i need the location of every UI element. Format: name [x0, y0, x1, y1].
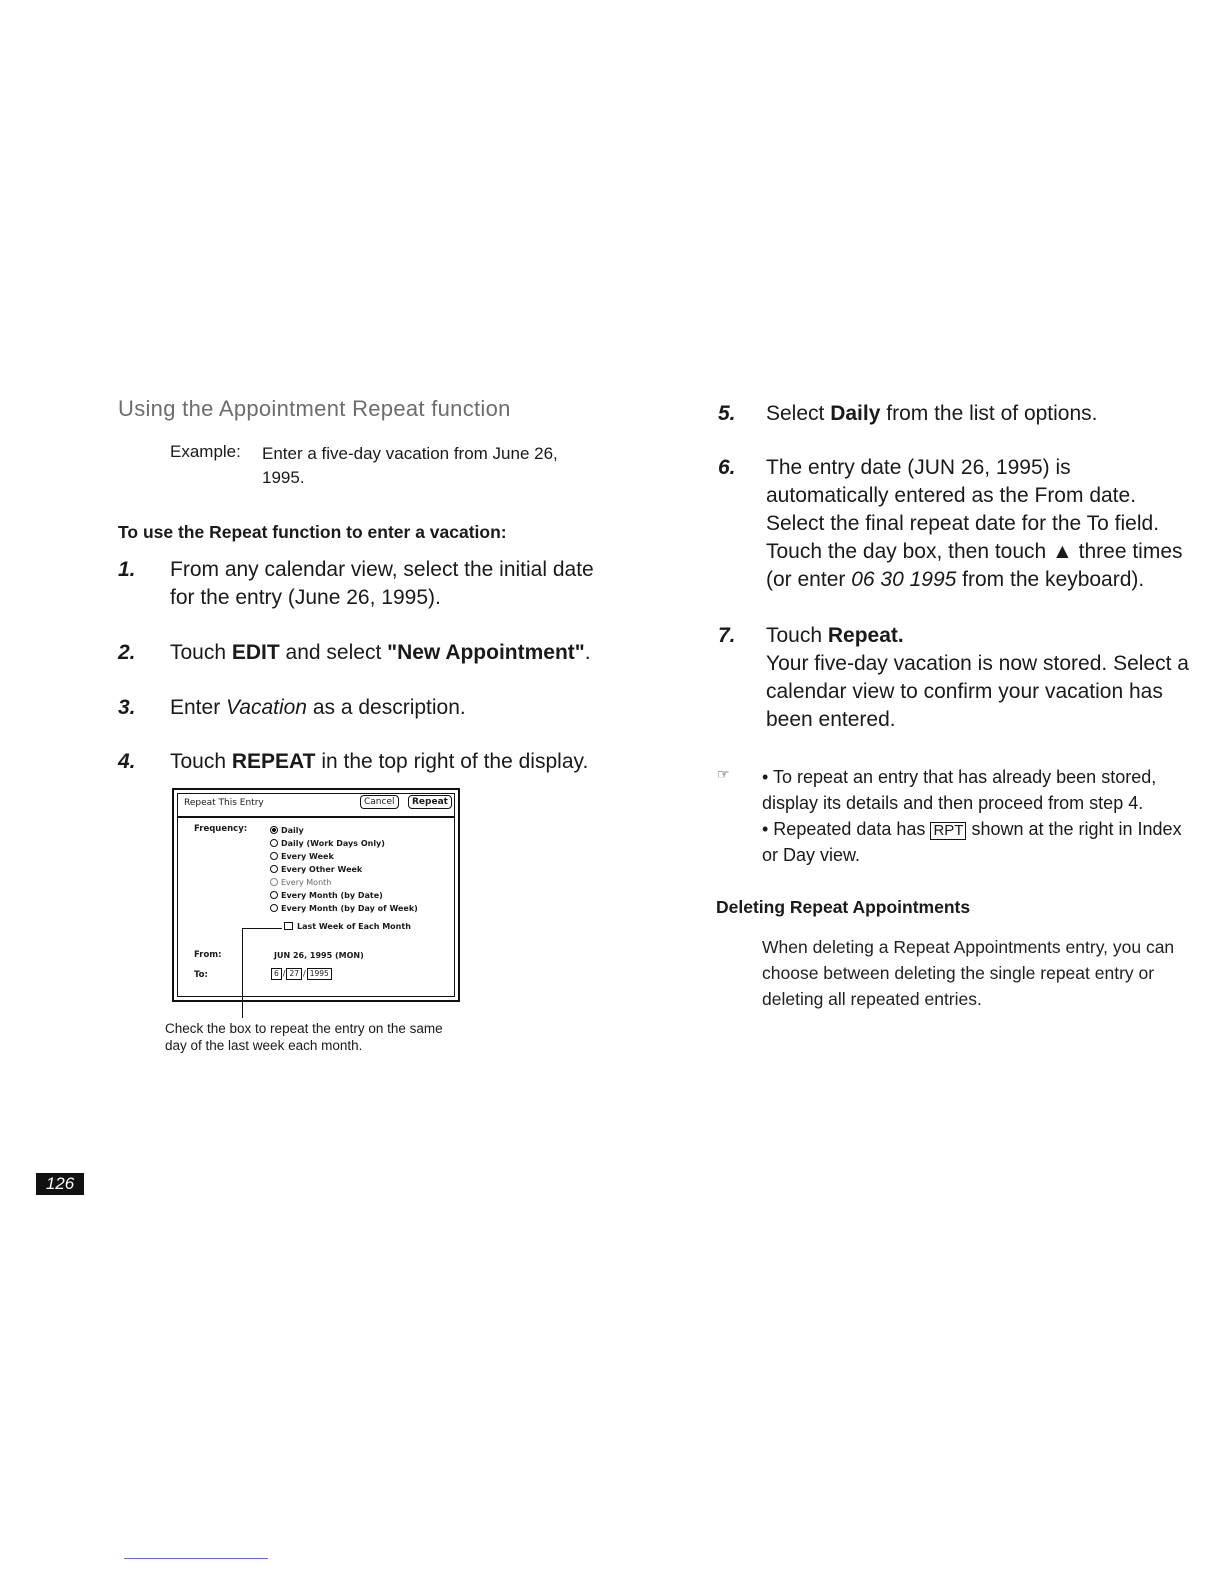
option-every-month[interactable] — [270, 878, 331, 887]
last-week-label: Last Week of Each Month — [297, 922, 411, 931]
step-4-text — [170, 748, 630, 776]
option-every-month-by-day-of-week[interactable] — [270, 904, 418, 913]
radio-icon — [270, 839, 278, 847]
step-2-edit: EDIT — [231, 641, 280, 664]
option-daily[interactable] — [270, 826, 304, 835]
step-6-post: from the keyboard). — [956, 568, 1145, 591]
example-text — [262, 442, 612, 490]
checkbox-icon — [284, 922, 293, 930]
step-5-pre: Select — [766, 402, 831, 425]
option-daily-work-days[interactable] — [270, 839, 385, 848]
step-3-vacation: Vacation — [226, 696, 307, 719]
to-date-fields: 6 / 27 / 1995 — [270, 968, 333, 980]
option-every-month-by-date-label: Every Month (by Date) — [281, 891, 383, 900]
step-6-text — [766, 454, 1196, 594]
option-every-other-week[interactable] — [270, 865, 362, 874]
radio-icon — [270, 891, 278, 899]
step-7-repeat: Repeat. — [827, 624, 904, 647]
section-title: Using the Appointment Repeat function — [118, 396, 511, 421]
from-label: From: — [194, 950, 222, 960]
deleting-heading: Deleting Repeat Appointments — [716, 897, 971, 917]
step-5-text — [766, 400, 1206, 428]
rpt-badge: RPT — [930, 822, 966, 840]
radio-icon — [270, 878, 278, 886]
repeat-entry-dialog — [172, 788, 460, 1002]
radio-icon — [270, 904, 278, 912]
to-year-box[interactable]: 1995 — [307, 968, 332, 980]
step-5-number: 5. — [718, 402, 736, 425]
pointing-hand-icon: ☞ — [717, 766, 730, 782]
step-4-number: 4. — [118, 750, 136, 773]
option-daily-work-days-label: Daily (Work Days Only) — [281, 839, 385, 848]
step-2-number: 2. — [118, 641, 136, 664]
last-week-checkbox[interactable] — [284, 922, 411, 931]
step-1-number: 1. — [118, 558, 136, 581]
subheading: To use the Repeat function to enter a vacation: — [118, 522, 507, 542]
step-7-pre: Touch — [766, 624, 828, 647]
step-4-pre: Touch — [170, 750, 232, 773]
step-7-line-2: Your five-day vacation is now stored. Select a calendar view to confirm your vacation has been entered. — [766, 652, 1189, 731]
page-number: 126 — [36, 1173, 84, 1195]
step-2-text — [170, 639, 630, 667]
footer-rule — [124, 1558, 268, 1559]
step-2-pre: Touch — [170, 641, 232, 664]
step-7-text — [766, 622, 1206, 734]
figure-caption: Check the box to repeat the entry on the same day of the last week each month. — [165, 1021, 443, 1053]
from-value: JUN 26, 1995 (MON) — [274, 951, 364, 960]
note-1: • To repeat an entry that has already been stored, display its details and then proceed from step 4. — [762, 767, 1157, 813]
to-day-box[interactable]: 27 — [286, 968, 302, 980]
callout-line-horizontal — [242, 928, 282, 929]
dialog-title: Repeat This Entry — [184, 798, 264, 808]
step-5-post: from the list of options. — [880, 402, 1098, 425]
step-4-post: in the top right of the display. — [315, 750, 589, 773]
step-6-number: 6. — [718, 456, 736, 479]
step-7-number: 7. — [718, 624, 736, 647]
example-label: Example: — [170, 442, 241, 461]
callout-line-vertical — [242, 928, 243, 1018]
note-2-post: shown at the right in Index or Day view. — [762, 819, 1182, 865]
step-3-pre: Enter — [170, 696, 227, 719]
dialog-title-separator — [177, 816, 455, 818]
option-every-month-by-day-of-week-label: Every Month (by Day of Week) — [281, 904, 418, 913]
option-every-other-week-label: Every Other Week — [281, 865, 363, 874]
radio-selected-icon — [270, 826, 278, 834]
deleting-text: When deleting a Repeat Appointments entry, you can choose between deleting the single repeat entry or deleting all repeated entries. — [762, 937, 1175, 1009]
to-label: To: — [194, 970, 208, 980]
step-2-post: . — [584, 641, 591, 664]
option-daily-label: Daily — [281, 826, 304, 835]
example-line-1: Enter a five-day vacation from June 26, — [262, 444, 558, 463]
note-2 — [762, 816, 1182, 868]
example-line-2: 1995. — [262, 468, 305, 487]
option-every-month-label: Every Month — [281, 878, 332, 887]
step-2-new-appointment: "New Appointment" — [387, 641, 585, 664]
to-month-box[interactable]: 6 — [271, 968, 282, 980]
step-2-mid: and select — [279, 641, 388, 664]
note-2-pre: • Repeated data has — [762, 819, 931, 839]
option-every-week[interactable] — [270, 852, 334, 861]
radio-icon — [270, 865, 278, 873]
frequency-label: Frequency: — [194, 824, 248, 834]
step-3-text — [170, 694, 610, 722]
step-6-pre: The entry date (JUN 26, 1995) is automatically entered as the From date. Select the final repeat date for the To field. Touch the day box, then touch ▲ three times (or enter — [766, 456, 1183, 591]
radio-icon — [270, 852, 278, 860]
step-5-daily: Daily — [830, 402, 881, 425]
step-6-keyboard-value: 06 30 1995 — [851, 568, 957, 591]
step-1-text: From any calendar view, select the initial date for the entry (June 26, 1995). — [170, 558, 594, 609]
step-4-repeat: REPEAT — [231, 750, 316, 773]
option-every-week-label: Every Week — [281, 852, 334, 861]
cancel-button[interactable]: Cancel — [360, 795, 399, 809]
repeat-button[interactable]: Repeat — [408, 795, 452, 809]
step-3-post: as a description. — [306, 696, 466, 719]
step-3-number: 3. — [118, 696, 136, 719]
option-every-month-by-date[interactable] — [270, 891, 383, 900]
